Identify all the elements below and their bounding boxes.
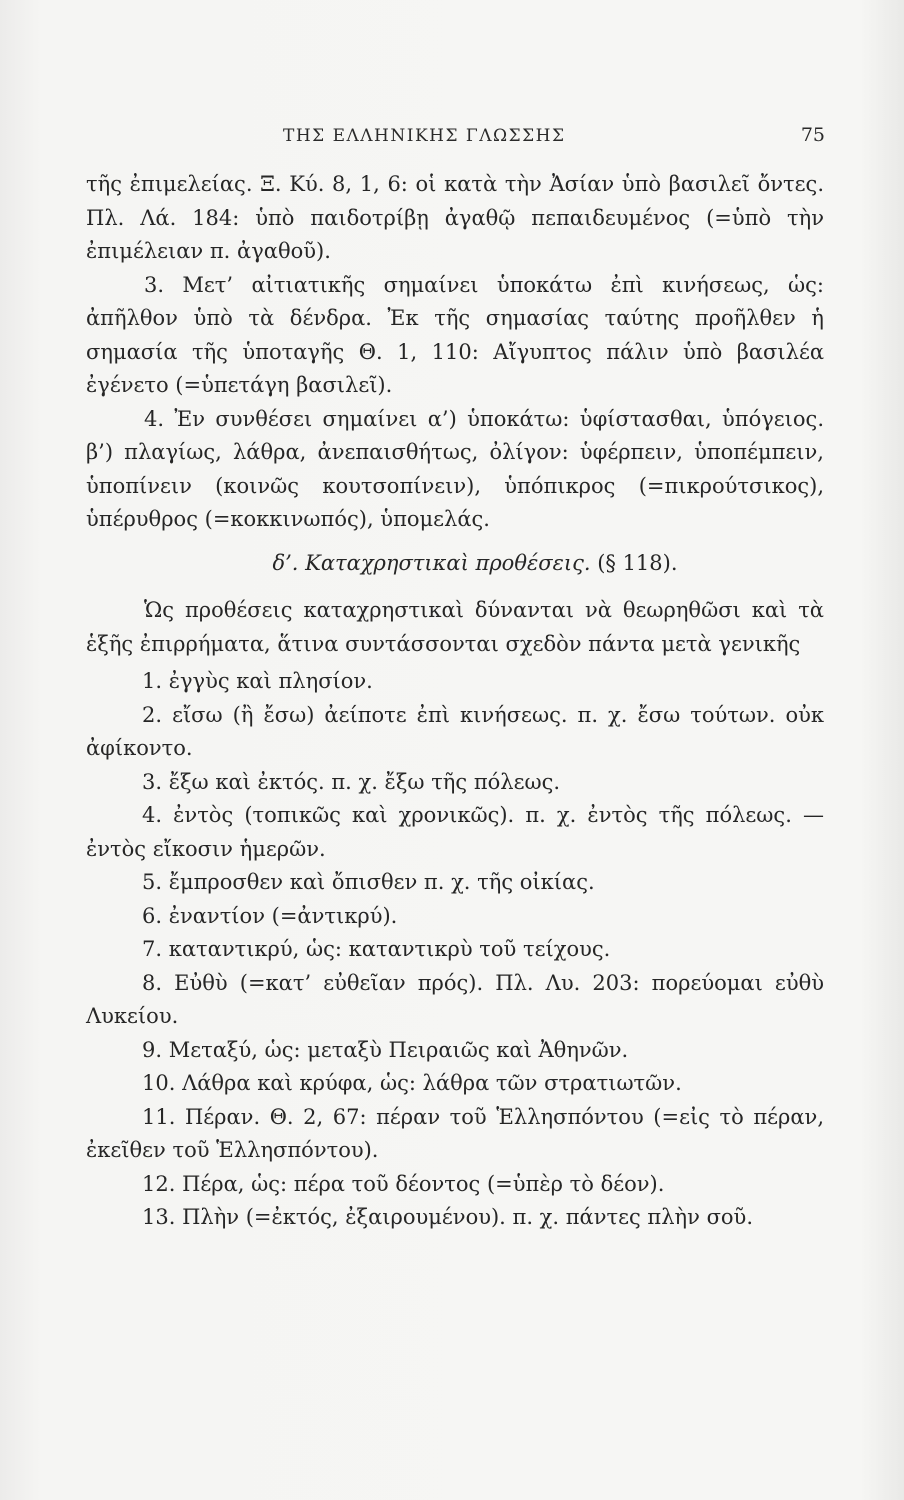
page-number: 75 xyxy=(800,124,825,146)
paragraph-4: 4. Ἐν συνθέσει σημαίνει α’) ὑποκάτω: ὑφίστασθαι, ὑπόγειος. β’) πλαγίως, λάθρα, ἀνεπαισθήτως, ὀλίγον: ὑφέρπειν, ὑποπέμπειν, ὑποπίνειν (κοινῶς κουτσοπίνειν), ὑπόπικρος (=πικρούτσικος), ὑπέρυθρος (=κοκκινωπός), ὑπομελάς. xyxy=(86,406,824,531)
body-text xyxy=(86,168,824,1235)
list-item: 5. ἔμπροσθεν καὶ ὄπισθεν π. χ. τῆς οἰκίας. xyxy=(142,870,595,894)
paragraph-continued: τῆς ἐπιμελείας. Ξ. Κύ. 8, 1, 6: οἱ κατὰ τὴν Ἀσίαν ὑπὸ βασιλεῖ ὄντες. Πλ. Λά. 184: ὑπὸ παιδοτρίβῃ ἀγαθῷ πεπαιδευμένος (=ὑπὸ τὴν ἐπιμέλειαν π. ἀγαθοῦ). xyxy=(86,172,824,263)
section-intro: Ὡς προθέσεις καταχρηστικαὶ δύνανται νὰ θεωρηθῶσι καὶ τὰ ἑξῆς ἐπιρρήματα, ἅτινα συντάσσονται σχεδὸν πάντα μετὰ γενικῆς xyxy=(86,598,824,656)
section-mark: δ’. xyxy=(272,550,299,575)
list-item: 13. Πλὴν (=ἐκτός, ἐξαιρουμένου). π. χ. πάντες πλὴν σοῦ. xyxy=(142,1205,753,1229)
list-item: 3. ἔξω καὶ ἐκτός. π. χ. ἔξω τῆς πόλεως. xyxy=(142,769,561,794)
section-reference: (§ 118). xyxy=(597,550,678,575)
list-item: 6. ἐναντίον (=ἀντικρύ). xyxy=(142,903,398,928)
section-title: Καταχρηστικαὶ προθέσεις. xyxy=(305,550,591,575)
list-item: 12. Πέρα, ὡς: πέρα τοῦ δέοντος (=ὑπὲρ τὸ δέον). xyxy=(142,1171,665,1196)
list-item: 7. καταντικρύ, ὡς: καταντικρὺ τοῦ τείχους. xyxy=(142,937,611,961)
list-item: 11. Πέραν. Θ. 2, 67: πέραν τοῦ Ἑλλησπόντου (=εἰς τὸ πέραν, ἐκεῖθεν τοῦ Ἑλλησπόντου). xyxy=(86,1104,824,1162)
list-item: 9. Μεταξύ, ὡς: μεταξὺ Πειραιῶς καὶ Ἀθηνῶν. xyxy=(142,1037,629,1062)
section-heading xyxy=(86,547,824,581)
list-item: 1. ἐγγὺς καὶ πλησίον. xyxy=(142,669,373,693)
list-item: 8. Εὐθὺ (=κατ’ εὐθεῖαν πρός). Πλ. Λυ. 203: πορεύομαι εὐθὺ Λυκείου. xyxy=(86,970,824,1028)
list-item: 10. Λάθρα καὶ κρύφα, ὡς: λάθρα τῶν στρατιωτῶν. xyxy=(142,1071,682,1095)
running-head: ΤΗΣ ΕΛΛΗΝΙΚΗΣ ΓΛΩΣΣΗΣ xyxy=(283,126,566,146)
page-header xyxy=(255,124,825,154)
list-item: 4. ἐντὸς (τοπικῶς καὶ χρονικῶς). π. χ. ἐντὸς τῆς πόλεως. —ἐντὸς εἴκοσιν ἡμερῶν. xyxy=(86,803,824,861)
paragraph-3: 3. Μετ’ αἰτιατικῆς σημαίνει ὑποκάτω ἐπὶ κινήσεως, ὡς: ἀπῆλθον ὑπὸ τὰ δένδρα. Ἐκ τῆς σημασίας ταύτης προῆλθεν ἡ σημασία τῆς ὑποταγῆς Θ. 1, 110: Αἴγυπτος πάλιν ὑπὸ βασιλέα ἐγένετο (=ὑπετάγη βασιλεῖ). xyxy=(86,272,824,397)
list-item: 2. εἴσω (ἢ ἔσω) ἀείποτε ἐπὶ κινήσεως. π. χ. ἔσω τούτων. οὐκ ἀφίκοντο. xyxy=(86,702,824,760)
